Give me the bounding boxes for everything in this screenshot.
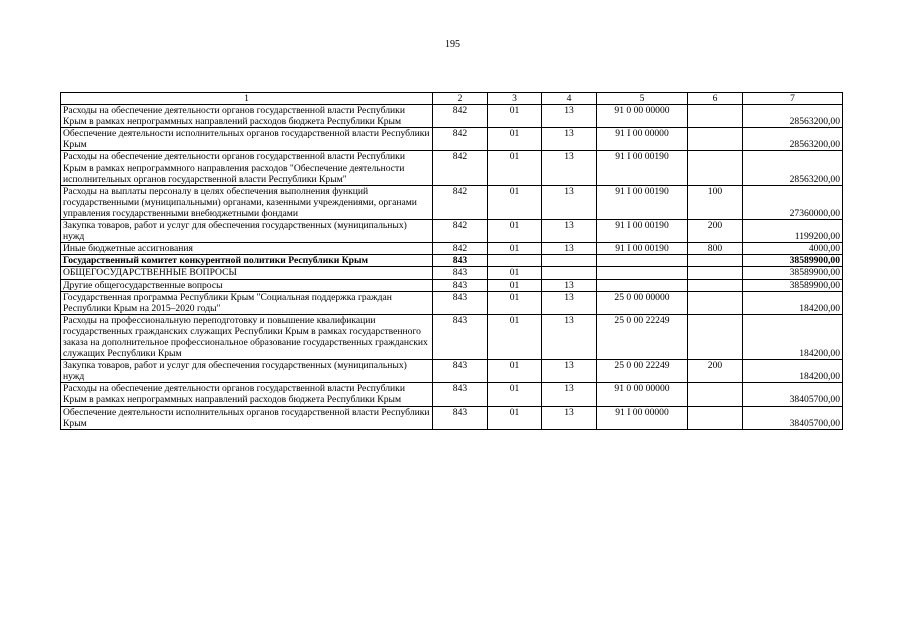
row-sum: 27360000,00 — [743, 185, 843, 219]
row-ved: 842 — [433, 105, 488, 128]
row-rz: 01 — [488, 243, 542, 255]
row-pr: 13 — [542, 406, 597, 429]
row-ved: 842 — [433, 151, 488, 185]
row-pr: 13 — [542, 360, 597, 383]
row-rz: 01 — [488, 291, 542, 314]
row-sum: 184200,00 — [743, 291, 843, 314]
header-row — [61, 93, 843, 105]
row-ved: 843 — [433, 314, 488, 359]
row-csr — [597, 255, 688, 267]
row-vr — [688, 267, 743, 279]
row-vr: 800 — [688, 243, 743, 255]
header-col-1: 1 — [61, 93, 433, 105]
row-name: Расходы на обеспечение деятельности органов государственной власти Республики Крым в рамках непрограммного направления расходов "Обеспечение деятельности исполнительных органов государственной власти Республики Крым" — [61, 151, 433, 185]
row-name: Расходы на профессиональную переподготовку и повышение квалификации государственных гражданских служащих Республики Крым в рамках государственного заказа на дополнительное профессиональное образование государственных гражданских служащих Республики Крым — [61, 314, 433, 359]
row-vr — [688, 406, 743, 429]
table-row — [61, 406, 843, 429]
table-row-ministry — [61, 255, 843, 267]
row-rz: 01 — [488, 128, 542, 151]
row-name: Государственный комитет конкурентной политики Республики Крым — [61, 255, 433, 267]
row-name: Закупка товаров, работ и услуг для обеспечения государственных (муниципальных) нужд — [61, 360, 433, 383]
row-name: Государственная программа Республики Крым "Социальная поддержка граждан Республики Крым на 2015–2020 годы" — [61, 291, 433, 314]
row-csr: 91 I 00 00000 — [597, 406, 688, 429]
row-sum: 38405700,00 — [743, 383, 843, 406]
row-sum: 38405700,00 — [743, 406, 843, 429]
row-pr: 13 — [542, 243, 597, 255]
row-vr — [688, 279, 743, 291]
row-ved: 842 — [433, 185, 488, 219]
row-rz: 01 — [488, 220, 542, 243]
row-sum: 184200,00 — [743, 360, 843, 383]
row-vr — [688, 383, 743, 406]
row-ved: 843 — [433, 255, 488, 267]
table-row — [61, 267, 843, 279]
row-pr: 13 — [542, 314, 597, 359]
row-csr: 91 I 00 00190 — [597, 243, 688, 255]
row-pr: 13 — [542, 279, 597, 291]
row-name: Обеспечение деятельности исполнительных органов государственной власти Республики Крым — [61, 406, 433, 429]
row-vr — [688, 255, 743, 267]
row-rz: 01 — [488, 185, 542, 219]
row-csr: 91 0 00 00000 — [597, 383, 688, 406]
row-ved: 843 — [433, 360, 488, 383]
row-rz: 01 — [488, 360, 542, 383]
row-rz: 01 — [488, 151, 542, 185]
row-ved: 843 — [433, 291, 488, 314]
row-ved: 843 — [433, 383, 488, 406]
row-csr: 91 I 00 00190 — [597, 185, 688, 219]
row-csr: 91 I 00 00000 — [597, 128, 688, 151]
row-name: Расходы на обеспечение деятельности органов государственной власти Республики Крым в рамках непрограммных направлений расходов бюджета Республики Крым — [61, 383, 433, 406]
row-pr: 13 — [542, 105, 597, 128]
row-pr — [542, 255, 597, 267]
row-sum: 38589900,00 — [743, 255, 843, 267]
row-rz: 01 — [488, 406, 542, 429]
page-number: 195 — [445, 39, 460, 50]
header-col-7: 7 — [743, 93, 843, 105]
table-row — [61, 360, 843, 383]
row-pr — [542, 267, 597, 279]
table-row — [61, 314, 843, 359]
row-ved: 843 — [433, 279, 488, 291]
row-name: Обеспечение деятельности исполнительных органов государственной власти Республики Крым — [61, 128, 433, 151]
table-row — [61, 151, 843, 185]
row-sum: 1199200,00 — [743, 220, 843, 243]
row-pr: 13 — [542, 220, 597, 243]
row-vr — [688, 314, 743, 359]
row-csr: 25 0 00 22249 — [597, 360, 688, 383]
row-sum: 38589900,00 — [743, 279, 843, 291]
row-sum: 28563200,00 — [743, 128, 843, 151]
row-csr: 91 0 00 00000 — [597, 105, 688, 128]
header-col-3: 3 — [488, 93, 542, 105]
row-sum: 184200,00 — [743, 314, 843, 359]
row-csr: 25 0 00 00000 — [597, 291, 688, 314]
row-ved: 842 — [433, 128, 488, 151]
header-col-4: 4 — [542, 93, 597, 105]
header-col-2: 2 — [433, 93, 488, 105]
row-rz: 01 — [488, 314, 542, 359]
row-name: ОБЩЕГОСУДАРСТВЕННЫЕ ВОПРОСЫ — [61, 267, 433, 279]
table-row — [61, 105, 843, 128]
row-pr: 13 — [542, 383, 597, 406]
row-vr: 100 — [688, 185, 743, 219]
row-vr — [688, 105, 743, 128]
row-vr — [688, 291, 743, 314]
row-vr — [688, 128, 743, 151]
table-row — [61, 291, 843, 314]
row-pr: 13 — [542, 185, 597, 219]
row-rz: 01 — [488, 267, 542, 279]
table-body — [61, 105, 843, 430]
row-ved: 843 — [433, 267, 488, 279]
row-csr — [597, 279, 688, 291]
table-row — [61, 220, 843, 243]
row-pr: 13 — [542, 128, 597, 151]
table-row — [61, 128, 843, 151]
row-vr: 200 — [688, 220, 743, 243]
table-row — [61, 185, 843, 219]
row-name: Расходы на выплаты персоналу в целях обеспечения выполнения функций государственными (муниципальными) органами, казенными учреждениями, органами управления государственными внебюджетными фондами — [61, 185, 433, 219]
row-sum: 38589900,00 — [743, 267, 843, 279]
row-rz: 01 — [488, 279, 542, 291]
row-sum: 4000,00 — [743, 243, 843, 255]
table-row — [61, 243, 843, 255]
row-name: Иные бюджетные ассигнования — [61, 243, 433, 255]
table-row — [61, 383, 843, 406]
row-name: Расходы на обеспечение деятельности органов государственной власти Республики Крым в рамках непрограммных направлений расходов бюджета Республики Крым — [61, 105, 433, 128]
row-name: Закупка товаров, работ и услуг для обеспечения государственных (муниципальных) нужд — [61, 220, 433, 243]
row-csr — [597, 267, 688, 279]
row-csr: 25 0 00 22249 — [597, 314, 688, 359]
row-vr: 200 — [688, 360, 743, 383]
row-csr: 91 I 00 00190 — [597, 220, 688, 243]
header-col-6: 6 — [688, 93, 743, 105]
table-row — [61, 279, 843, 291]
row-sum: 28563200,00 — [743, 151, 843, 185]
row-rz: 01 — [488, 383, 542, 406]
row-sum: 28563200,00 — [743, 105, 843, 128]
budget-table — [60, 92, 843, 430]
row-name: Другие общегосударственные вопросы — [61, 279, 433, 291]
row-pr: 13 — [542, 151, 597, 185]
row-ved: 842 — [433, 243, 488, 255]
row-ved: 842 — [433, 220, 488, 243]
header-col-5: 5 — [597, 93, 688, 105]
row-rz — [488, 255, 542, 267]
row-pr: 13 — [542, 291, 597, 314]
row-vr — [688, 151, 743, 185]
row-csr: 91 I 00 00190 — [597, 151, 688, 185]
row-rz: 01 — [488, 105, 542, 128]
row-ved: 843 — [433, 406, 488, 429]
